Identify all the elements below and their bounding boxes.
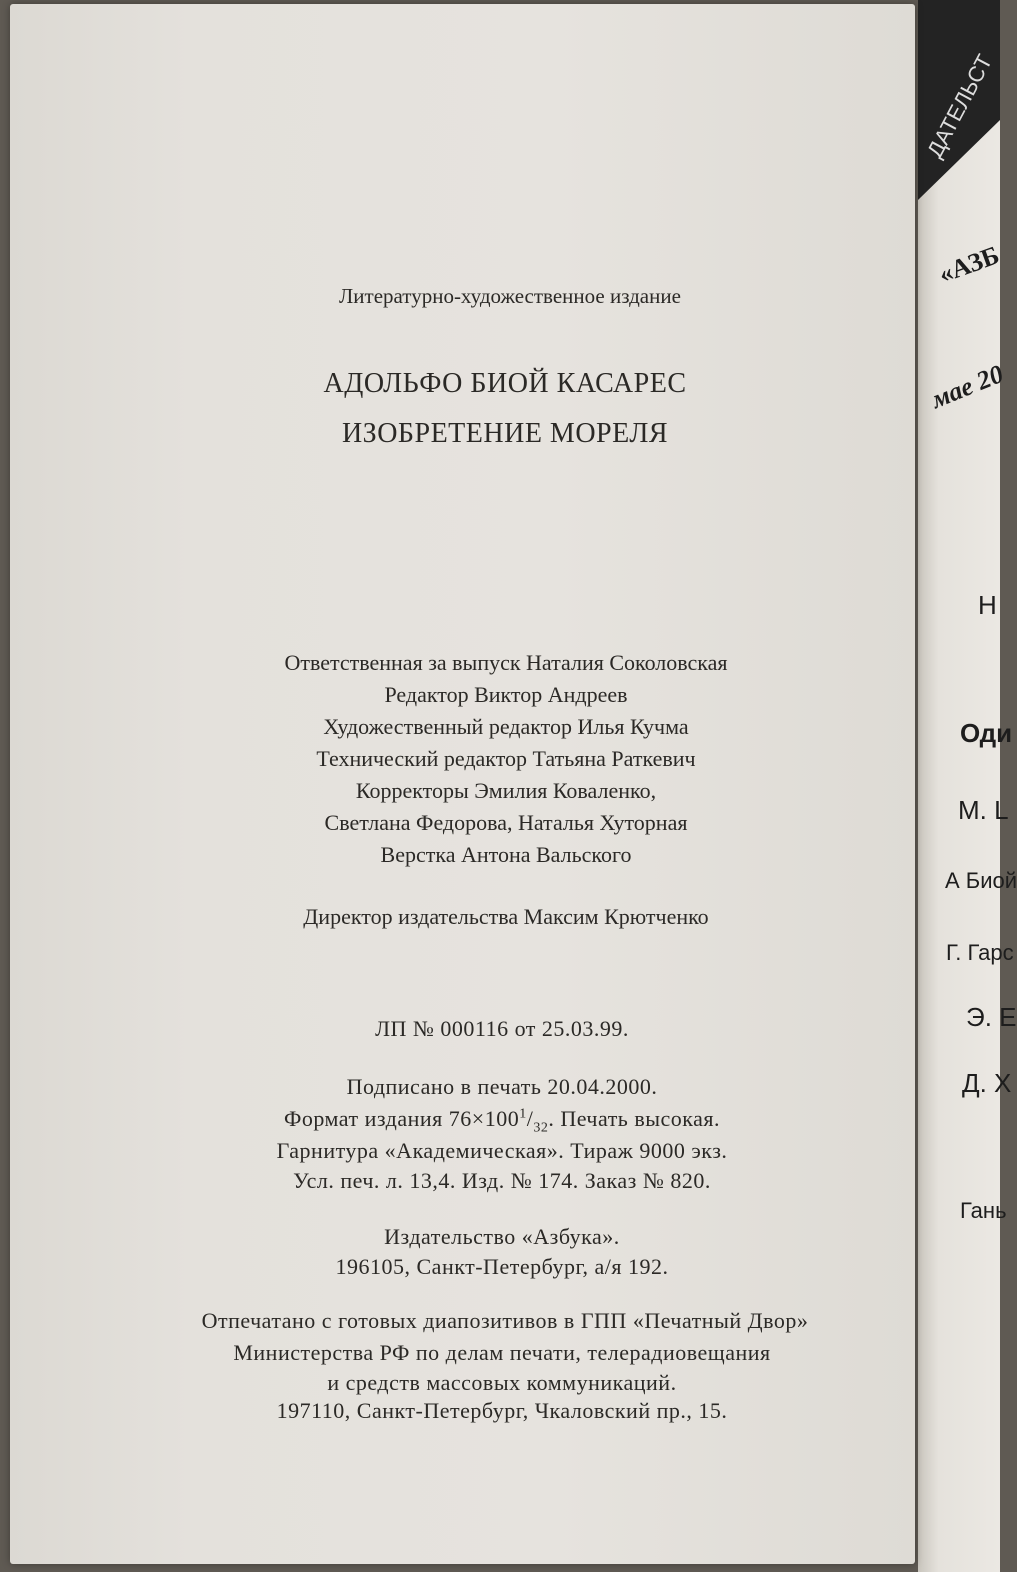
credit-line: Светлана Федорова, Наталья Хуторная bbox=[324, 810, 688, 835]
printer-line: и средств массовых коммуникаций. bbox=[327, 1370, 677, 1395]
credit-line: Художественный редактор Илья Кучма bbox=[323, 714, 689, 739]
credit-line: Технический редактор Татьяна Раткевич bbox=[316, 746, 696, 771]
license-number: ЛП № 000116 от 25.03.99. bbox=[375, 1016, 629, 1041]
adjacent-fragment: мае 20 bbox=[927, 359, 1008, 415]
adjacent-fragment: Э. Е bbox=[966, 1002, 1017, 1032]
adjacent-fragment: А Биой bbox=[945, 868, 1017, 893]
credit-line: Верстка Антона Вальского bbox=[380, 842, 632, 867]
credit-line: Ответственная за выпуск Наталия Соколовская bbox=[284, 650, 728, 675]
publisher-director: Директор издательства Максим Крютченко bbox=[303, 904, 709, 929]
adjacent-fragment: Н bbox=[978, 590, 997, 620]
adjacent-band-text: ДАТЕЛЬСТ bbox=[922, 50, 998, 162]
adjacent-fragment: М. L bbox=[958, 795, 1009, 825]
adjacent-fragment: Д. Х bbox=[962, 1068, 1012, 1098]
adjacent-fragment: Гань bbox=[960, 1198, 1007, 1223]
printer-line: Отпечатано с готовых диапозитивов в ГПП «Печатный Двор» bbox=[201, 1308, 809, 1333]
print-format: Формат издания $76\times 100^1/_{32}$. Печать высокая. bbox=[283, 1106, 721, 1136]
printer-line: Министерства РФ по делам печати, телерадиовещания bbox=[233, 1340, 771, 1365]
sheet-info: Усл. печ. л. 13,4. Изд. № 174. Заказ № 820. bbox=[293, 1168, 711, 1193]
book-title: ИЗОБРЕТЕНИЕ МОРЕЛЯ bbox=[341, 418, 669, 449]
credit-line: Корректоры Эмилия Коваленко, bbox=[355, 778, 657, 803]
typeface-run: Гарнитура «Академическая». Тираж 9000 экз. bbox=[276, 1138, 728, 1163]
author-name: АДОЛЬФО БИОЙ КАСАРЕС bbox=[323, 368, 687, 399]
adjacent-fragment: Оди bbox=[960, 718, 1013, 748]
printer-line: 197110, Санкт-Петербург, Чкаловский пр., 15. bbox=[276, 1398, 728, 1423]
credit-line: Редактор Виктор Андреев bbox=[384, 682, 628, 707]
publisher-address: 196105, Санкт-Петербург, а/я 192. bbox=[335, 1254, 669, 1279]
genre-label: Литературно-художественное издание bbox=[339, 284, 681, 308]
publisher-name: Издательство «Азбука». bbox=[384, 1224, 620, 1249]
adjacent-fragment: «АЗБ bbox=[934, 240, 1003, 289]
signed-date: Подписано в печать 20.04.2000. bbox=[346, 1074, 658, 1099]
adjacent-fragment: Г. Гарс bbox=[946, 940, 1014, 965]
